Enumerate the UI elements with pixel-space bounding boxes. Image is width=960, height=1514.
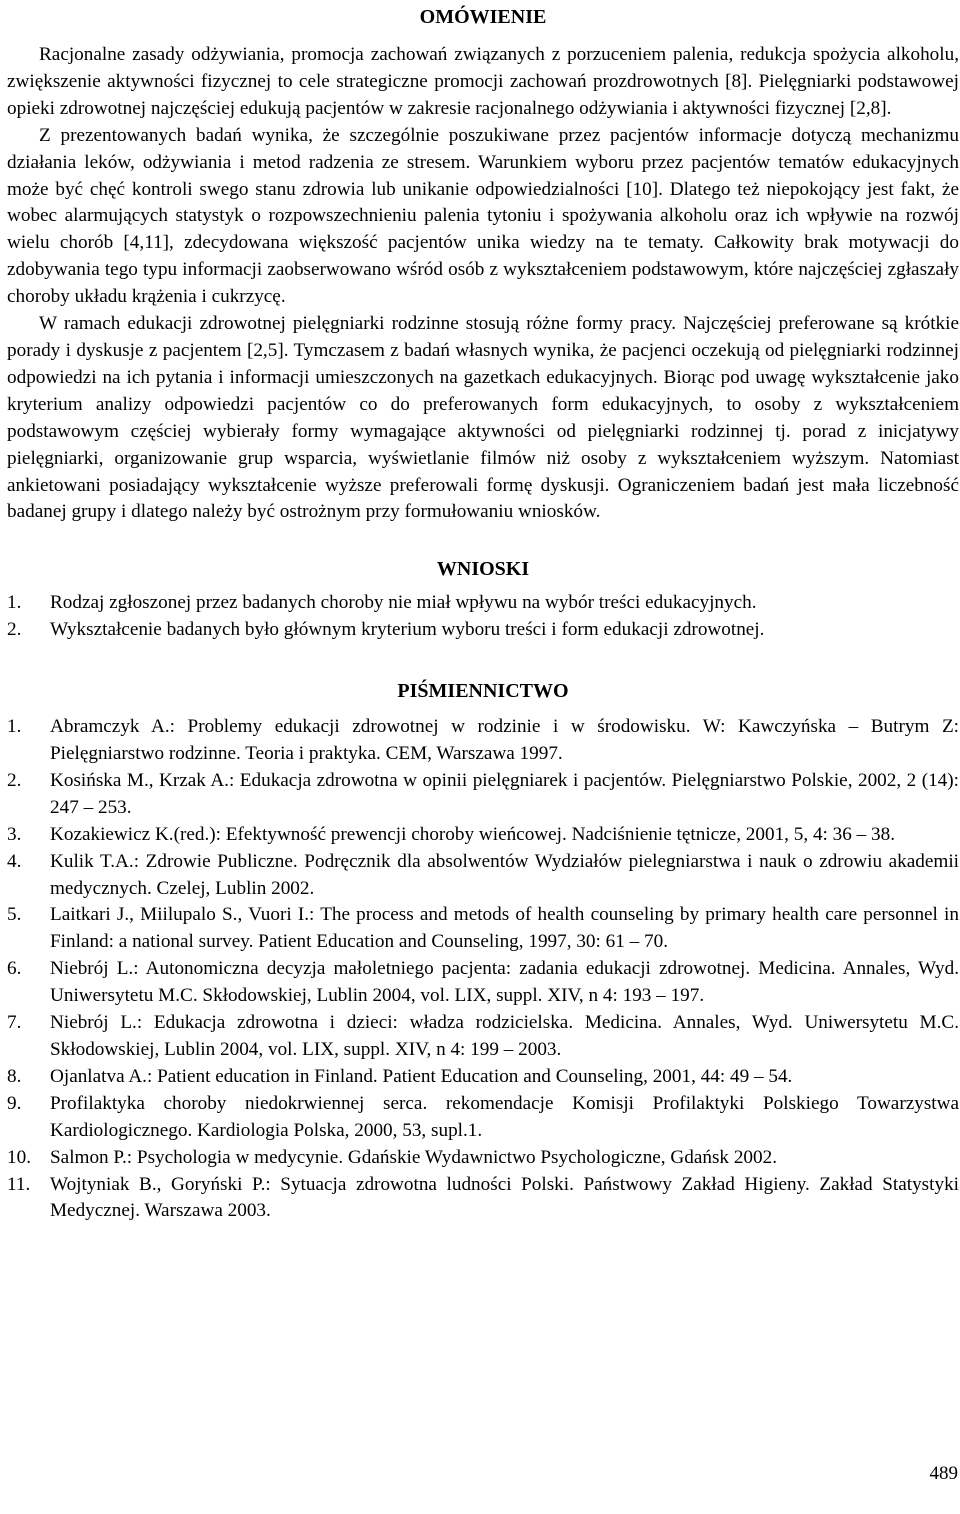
wnioski-item-number: 2. [7,619,22,641]
reference-text: Salmon P.: Psychologia w medycynie. Gdańskie Wydawnictwo Psychologiczne, Gdańsk 2002. [50,1146,777,1168]
section-title-omowienie: OMÓWIENIE [419,6,547,28]
reference-item [7,849,959,903]
reference-item [7,822,959,849]
reference-text: Kosińska M., Krzak A.: Edukacja zdrowotna w opinii pielęgniarek i pacjentów. Pielęgniarstwo Polskie, 2002, 2 (14): 247 – 253. [50,769,959,818]
references-list [7,714,959,1225]
reference-text: Ojanlatva A.: Patient education in Finland. Patient Education and Counseling, 2001, 44: 49 – 54. [50,1065,793,1087]
reference-number: 4. [7,850,22,872]
omowienie-paragraph-1: Racjonalne zasady odżywiania, promocja zachowań związanych z porzuceniem palenia, redukcja spożycia alkoholu, zwiększenie aktywności fizycznej to cele strategiczne promocji zachowań prozdrowotnych [8]. Pielęgniarki podstawowej opieki zdrowotnej najczęściej edukują pacjentów w zakresie racjonalnego odżywiania i aktywności fizycznej [2,8]. [7,44,959,119]
reference-item [7,1145,959,1172]
reference-item [7,768,959,822]
reference-text: Kulik T.A.: Zdrowie Publiczne. Podręcznik dla absolwentów Wydziałów pielegniarstwa i nauk o zdrowiu akademii medycznych. Czelej, Lublin 2002. [50,850,959,899]
reference-text: Niebrój L.: Autonomiczna decyzja małoletniego pacjenta: zadania edukacji zdrowotnej. Medicina. Annales, Wyd. Uniwersytetu M.C. Skłodowskiej, Lublin 2004, vol. LIX, suppl. XIV, n 4: 193 – 197. [50,958,959,1007]
reference-text: Kozakiewicz K.(red.): Efektywność prewencji choroby wieńcowej. Nadciśnienie tętnicze, 2001, 5, 4: 36 – 38. [50,823,896,845]
reference-number: 3. [7,823,22,845]
reference-number: 2. [7,769,22,791]
wnioski-list [7,590,959,644]
reference-item [7,1172,959,1226]
page-content [7,0,959,1225]
reference-item [7,902,959,956]
reference-number: 11. [7,1173,31,1195]
reference-text: Profilaktyka choroby niedokrwiennej serca. rekomendacje Komisji Profilaktyki Polskiego Towarzystwa Kardiologicznego. Kardiologia Polska, 2000, 53, supl.1. [50,1092,959,1141]
reference-number: 5. [7,904,22,926]
wnioski-item-text: Wykształcenie badanych było głównym kryterium wyboru treści i form edukacji zdrowotnej. [50,619,765,641]
reference-number: 9. [7,1092,22,1114]
reference-number: 6. [7,958,22,980]
page-number: 489 [929,1463,958,1484]
reference-number: 1. [7,716,22,738]
wnioski-item-number: 1. [7,592,22,614]
omowienie-paragraph-2: Z prezentowanych badań wynika, że szczególnie poszukiwane przez pacjentów informacje dotyczą mechanizmu działania leków, odżywiania i metod radzenia ze stresem. Warunkiem wyboru przez pacjentów tematów edukacyjnych może być chęć kontroli swego stanu zdrowia lub unikanie odpowiedzialności [10]. Dlatego też niepokojący jest fakt, że wobec alarmujących statystyk o rozpowszechnieniu palenia tytoniu i spożywania alkoholu oraz ich wpływie na rozwój wielu chorób [4,11], zdecydowana większość pacjentów unika wiedzy na te tematy. Całkowity brak motywacji do zdobywania tego typu informacji zaobserwowano wśród osób z wykształceniem podstawowym, które najczęściej zgłaszały choroby układu krążenia i cukrzycę. [7,124,959,308]
reference-item [7,1091,959,1145]
reference-item [7,1010,959,1064]
reference-number: 8. [7,1065,22,1087]
wnioski-item [7,590,959,617]
wnioski-item-text: Rodzaj zgłoszonej przez badanych choroby nie miał wpływu na wybór treści edukacyjnych. [50,592,757,614]
reference-text: Abramczyk A.: Problemy edukacji zdrowotnej w rodzinie i w środowisku. W: Kawczyńska – Butrym Z: Pielęgniarstwo rodzinne. Teoria i praktyka. CEM, Warszawa 1997. [50,716,959,765]
omowienie-paragraph-3: W ramach edukacji zdrowotnej pielęgniarki rodzinne stosują różne formy pracy. Najczęściej preferowane są krótkie porady i dyskusje z pacjentem [2,5]. Tymczasem z badań własnych wynika, że pacjenci oczekują od pielęgniarki rodzinnej odpowiedzi na ich pytania i informacji umieszczonych na gazetkach edukacyjnych. Biorąc pod uwagę wykształcenie jako kryterium analizy odpowiedzi pacjentów co do preferowanych form edukacyjnych, to osoby z wykształceniem podstawowym częściej wybierały formy wymagające aktywności od pielęgniarki rodzinnej tj. porad z inicjatywy pielęgniarki, organizowanie grup wsparcia, wyświetlanie filmów niż osoby z wykształceniem wyższym. Natomiast ankietowani posiadający wykształcenie wyższe preferowali formę dyskusji. Ograniczeniem badań jest mała liczebność badanej grupy i dlatego należy być ostrożnym przy formułowaniu wniosków. [7,313,959,523]
wnioski-item [7,617,959,644]
reference-text: Wojtyniak B., Goryński P.: Sytuacja zdrowotna ludności Polski. Państwowy Zakład Higieny. Zakład Statystyki Medycznej. Warszawa 2003. [50,1173,959,1222]
reference-number: 10. [7,1146,31,1168]
section-title-wnioski: WNIOSKI [436,558,530,581]
reference-item [7,956,959,1010]
reference-text: Laitkari J., Miilupalo S., Vuori I.: The process and metods of health counseling by primary health care personnel in Finland: a national survey. Patient Education and Counseling, 1997, 30: 61 – 70. [50,904,959,953]
reference-text: Niebrój L.: Edukacja zdrowotna i dzieci: władza rodzicielska. Medicina. Annales, Wyd. Uniwersytetu M.C. Skłodowskiej, Lublin 2004, vol. LIX, suppl. XIV, n 4: 199 – 2003. [50,1012,959,1060]
reference-item [7,714,959,768]
reference-item [7,1064,959,1091]
section-title-pismiennictwo: PIŚMIENNICTWO [397,680,569,703]
reference-number: 7. [7,1012,22,1034]
